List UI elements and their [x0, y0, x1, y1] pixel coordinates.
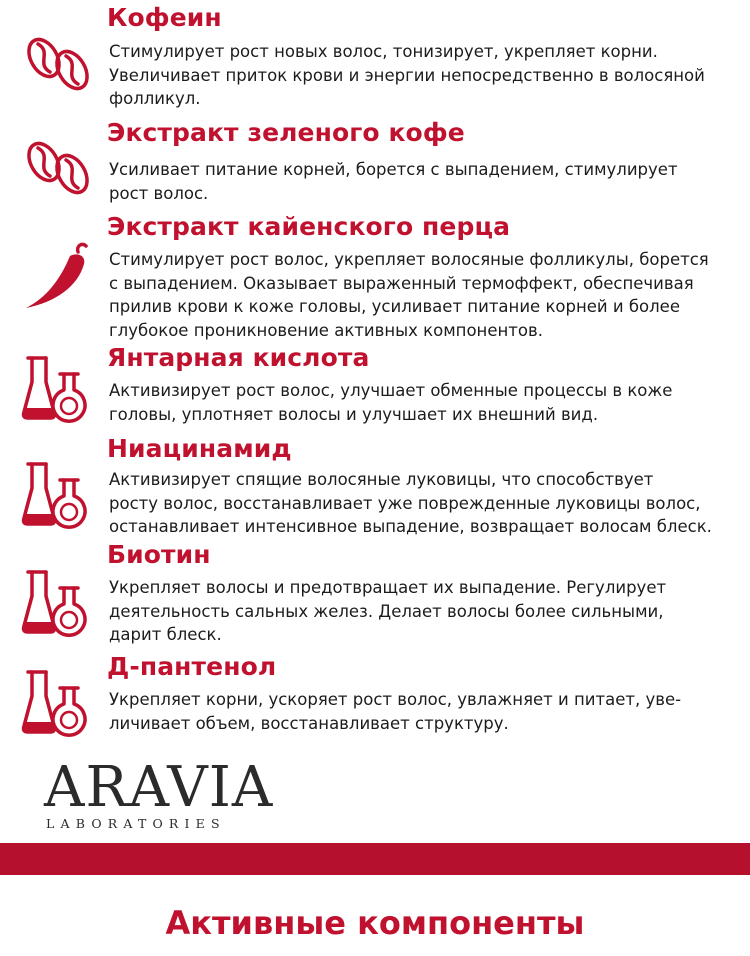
ingredient-title: Экстракт зеленого кофе — [107, 118, 465, 147]
coffee-beans-icon — [16, 126, 96, 206]
coffee-beans-icon — [16, 22, 96, 102]
ingredient-title: Д-пантенол — [107, 652, 277, 681]
ingredient-description: Стимулирует рост новых волос, тонизирует, укрепляет корни. Увеличивает приток крови и энергии непосредственно в волосяной фолликул. — [109, 42, 705, 108]
brand-logo — [44, 755, 274, 831]
ingredient-title: Ниацинамид — [107, 434, 292, 463]
ingredient-description: Усиливает питание корней, борется с выпадением, стимулирует рост волос. — [109, 160, 678, 203]
ingredient-description: Стимулирует рост волос, укрепляет волосяные фолликулы, борется с выпадением. Оказывает выраженный термоффект, обеспечивая прилив крови к коже головы, усиливает питание корней и более глубокое проникновение активных компонентов. — [109, 250, 709, 340]
lab-flasks-icon — [16, 346, 96, 426]
ingredient-description: Активизирует спящие волосяные луковицы, что способствует росту волос, восстанавливает уже поврежденные луковицы волос, останавливает интенсивное выпадение, возвращает волосам блеск. — [109, 470, 712, 536]
ingredient-title: Экстракт кайенского перца — [107, 212, 511, 241]
lab-flasks-icon — [16, 452, 96, 532]
ingredient-title: Биотин — [107, 540, 211, 569]
brand-name: ARAVIA — [44, 755, 274, 820]
chili-pepper-icon — [16, 238, 96, 318]
ingredient-title: Кофеин — [107, 3, 222, 32]
ingredient-description: Укрепляет корни, ускоряет рост волос, увлажняет и питает, уве- личивает объем, восстанавливает структуру. — [109, 690, 682, 733]
ingredient-title: Янтарная кислота — [107, 343, 370, 372]
ingredient-description: Укрепляет волосы и предотвращает их выпадение. Регулирует деятельность сальных желез. Делает волосы более сильными, дарит блеск. — [109, 578, 667, 644]
brand-subtitle: LABORATORIES — [46, 816, 226, 831]
ingredient-description: Активизирует рост волос, улучшает обменные процессы в коже головы, уплотняет волосы и улучшает их внешний вид. — [109, 381, 673, 424]
footer-title: Активные компоненты — [165, 904, 585, 942]
lab-flasks-icon — [16, 560, 96, 640]
accent-band — [0, 843, 750, 875]
lab-flasks-icon — [16, 660, 96, 740]
